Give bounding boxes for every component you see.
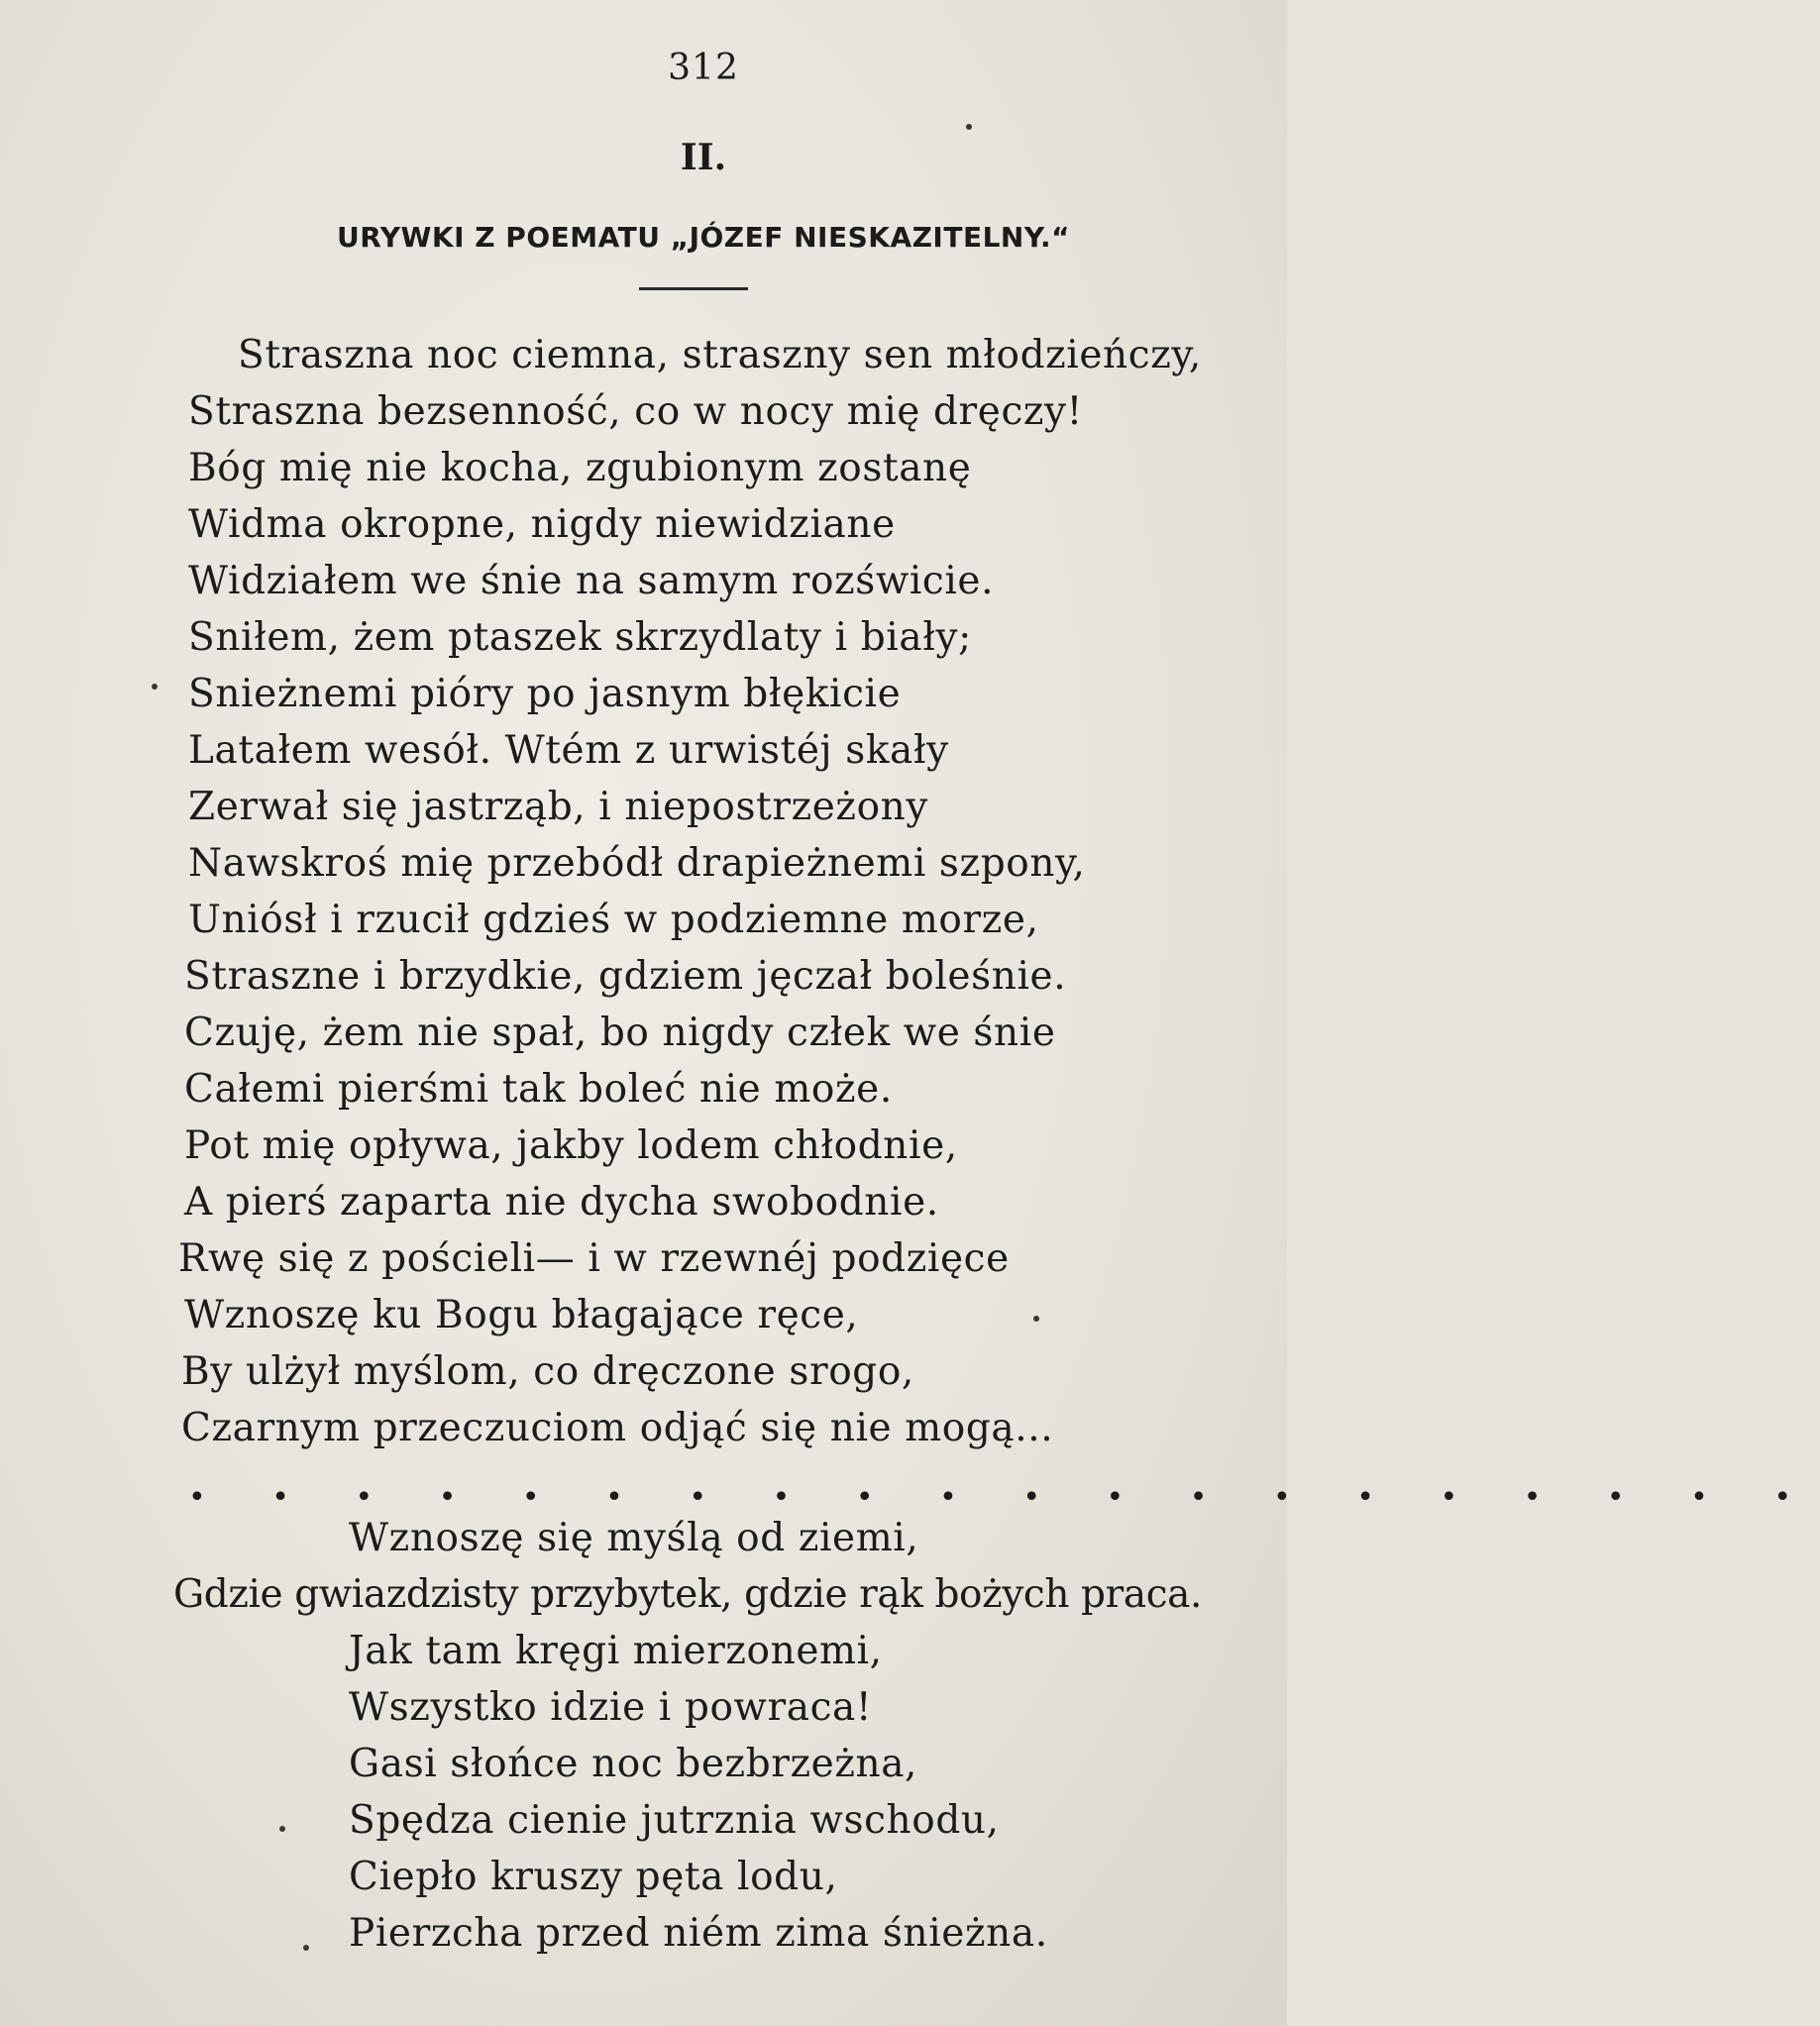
section-number: II.: [680, 137, 727, 178]
poem-line: Czuję, żem nie spał, bo nigdy człek we śnie: [184, 1011, 1056, 1055]
poem-line: Pot mię opływa, jakby lodem chłodnie,: [184, 1123, 958, 1168]
paper-speck: [303, 1945, 309, 1951]
poem-line: Widziałem we śnie na samym rozświcie.: [188, 559, 995, 603]
section-title: URYWKI Z POEMATU „JÓZEF NIESKAZITELNY.“: [336, 221, 1071, 254]
poem-line: Wznoszę ku Bogu błagające ręce,: [184, 1293, 859, 1337]
poem-line: A pierś zaparta nie dycha swobodnie.: [184, 1180, 939, 1225]
poem-line: Wszystko idzie i powraca!: [349, 1685, 873, 1730]
poem-line: Jak tam kręgi mierzonemi,: [349, 1629, 883, 1673]
poem-line: Bóg mię nie kocha, zgubionym zostanę: [188, 446, 972, 490]
poem-line: Zerwał się jastrząb, i niepostrzeżony: [188, 785, 929, 829]
title-rule: [639, 287, 748, 290]
poem-line: By ulżył myślom, co dręczone srogo,: [181, 1349, 914, 1394]
poem-line: Pierzcha przed niém zima śnieżna.: [349, 1911, 1048, 1956]
poem-line: Sniłem, żem ptaszek skrzydlaty i biały;: [188, 615, 972, 660]
paper-speck: [966, 124, 972, 130]
poem-line: Straszne i brzydkie, gdziem jęczał boleśnie.: [184, 954, 1067, 999]
poem-line: Gasi słońce noc bezbrzeżna,: [349, 1742, 918, 1786]
poem-line: Latałem wesół. Wtém z urwistéj skały: [188, 728, 949, 773]
poem-line: Czarnym przeczuciom odjąć się nie mogą...: [181, 1406, 1054, 1450]
poem-line: Snieżnemi pióry po jasnym błękicie: [188, 672, 902, 716]
poem-line: Całemi pierśmi tak boleć nie może.: [184, 1067, 893, 1112]
poem-line: Straszna bezsenność, co w nocy mię dręczy!: [188, 389, 1083, 434]
poem-line: Nawskroś mię przebódł drapieżnemi szpony,: [188, 841, 1086, 886]
poem-line: Rwę się z pościeli— i w rzewnéj podzięce: [178, 1236, 1010, 1281]
poem-line: Wznoszę się myślą od ziemi,: [349, 1516, 919, 1560]
page-number: 312: [668, 48, 739, 88]
paper-speck: [279, 1826, 285, 1832]
poem-line: Spędza cienie jutrznia wschodu,: [349, 1798, 1000, 1843]
poem-line: Gdzie gwiazdzisty przybytek, gdzie rąk bożych praca.: [173, 1572, 1202, 1617]
stanza-separator: • • • • • • • • • • • • • • • • • • • •: [188, 1480, 1820, 1515]
poem-line: Ciepło kruszy pęta lodu,: [349, 1855, 838, 1899]
poem-line: Straszna noc ciemna, straszny sen młodzieńczy,: [238, 333, 1202, 377]
poem-line: Widma okropne, nigdy niewidziane: [188, 502, 896, 547]
paper-speck: [152, 684, 158, 690]
paper-speck: [1033, 1316, 1039, 1322]
poem-line: Uniósł i rzucił gdzieś w podziemne morze,: [188, 898, 1039, 942]
